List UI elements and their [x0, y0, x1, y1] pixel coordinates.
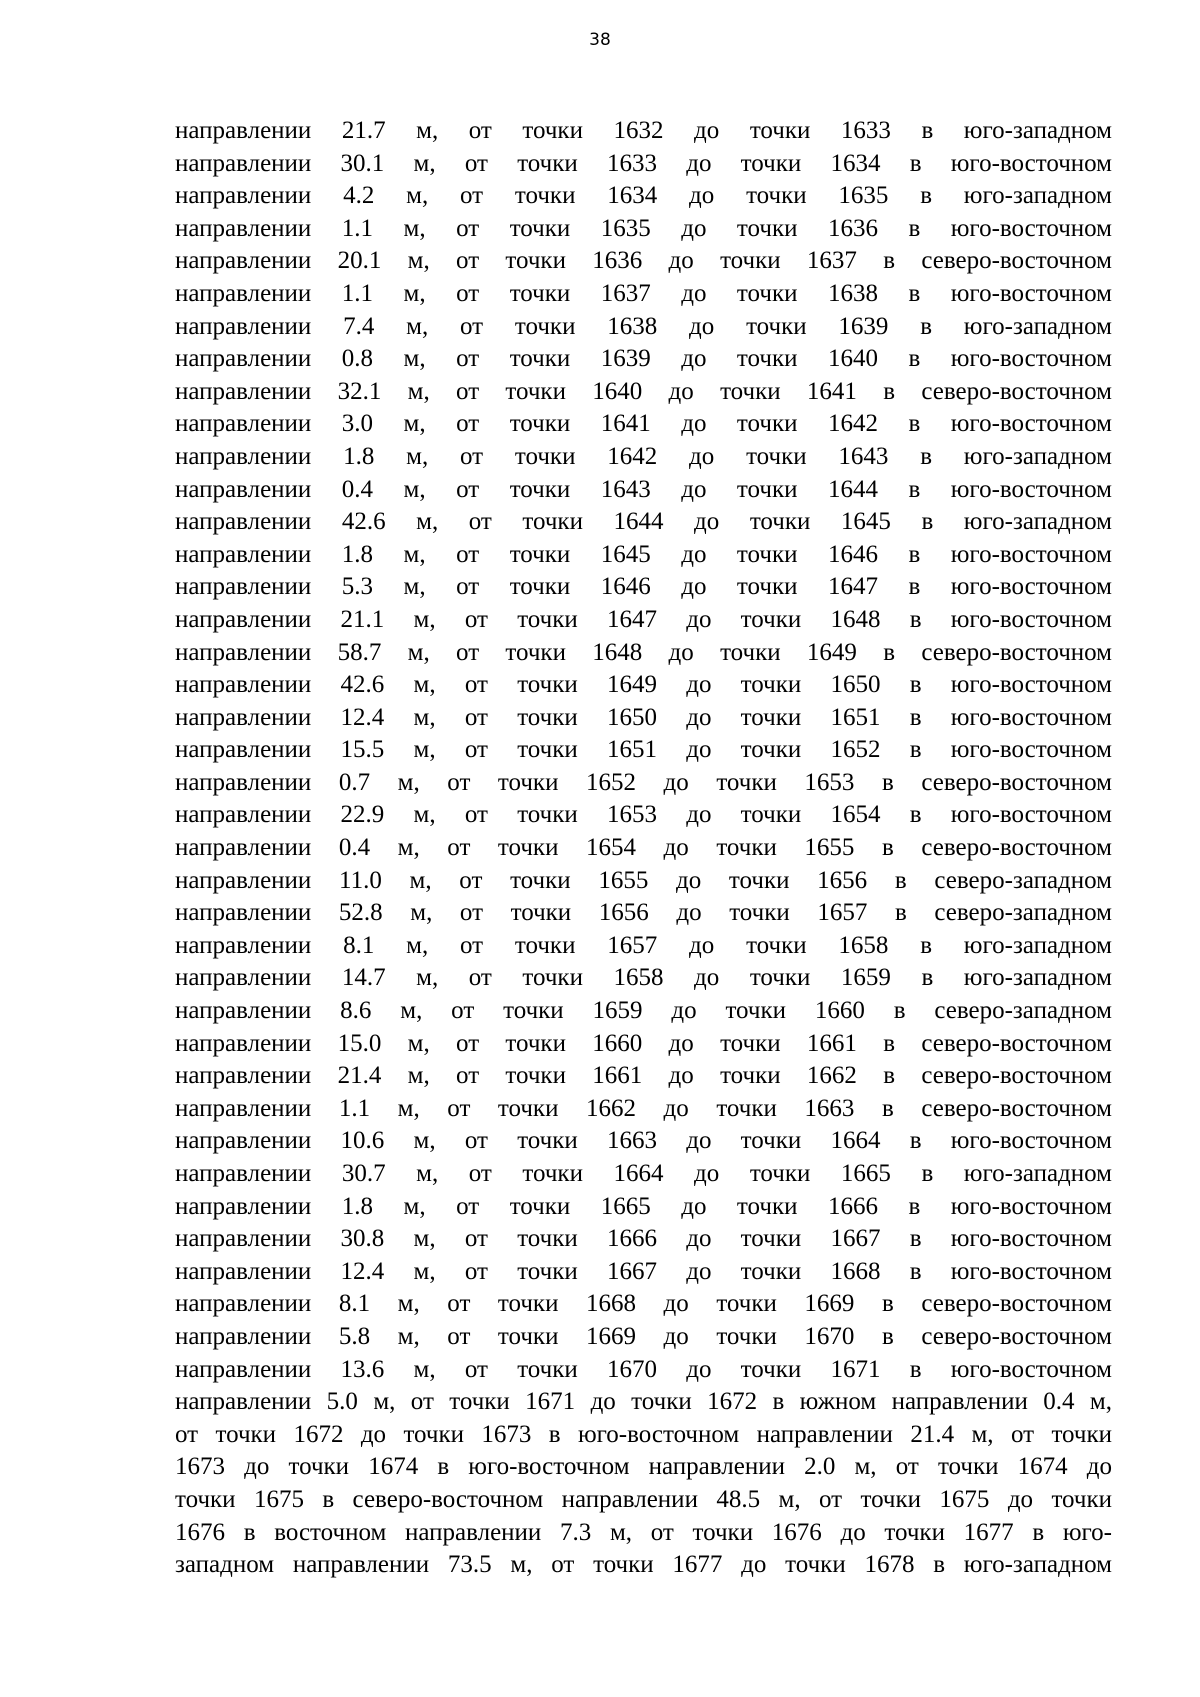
text-line: направлении 32.1 м, от точки 1640 до точки 1641 в северо-восточном	[175, 377, 1112, 405]
text-line: направлении 30.7 м, от точки 1664 до точки 1665 в юго-западном	[175, 1160, 1112, 1187]
text-line: направлении 30.1 м, от точки 1633 до точки 1634 в юго-восточном	[175, 149, 1112, 177]
text-line: направлении 8.1 м, от точки 1668 до точки 1669 в северо-восточном	[175, 1290, 1112, 1318]
text-line: направлении 0.4 м, от точки 1643 до точки 1644 в юго-восточном	[175, 475, 1112, 503]
text-line: западном направлении 73.5 м, от точки 1677 до точки 1678 в юго-западном	[175, 1551, 1112, 1579]
text-line: направлении 7.4 м, от точки 1638 до точки 1639 в юго-западном	[175, 312, 1112, 340]
text-line: направлении 42.6 м, от точки 1644 до точки 1645 в юго-западном	[175, 508, 1112, 536]
text-line: направлении 5.0 м, от точки 1671 до точки 1672 в южном направлении 0.4 м,	[175, 1388, 1112, 1416]
text-line: направлении 3.0 м, от точки 1641 до точки 1642 в юго-восточном	[175, 410, 1112, 438]
body-text	[175, 115, 1112, 1582]
text-line: направлении 12.4 м, от точки 1650 до точки 1651 в юго-восточном	[175, 703, 1112, 731]
text-line: направлении 10.6 м, от точки 1663 до точки 1664 в юго-восточном	[175, 1127, 1112, 1155]
text-line: направлении 5.3 м, от точки 1646 до точки 1647 в юго-восточном	[175, 573, 1112, 601]
text-line: направлении 5.8 м, от точки 1669 до точки 1670 в северо-восточном	[175, 1322, 1112, 1350]
text-line: направлении 22.9 м, от точки 1653 до точки 1654 в юго-восточном	[175, 801, 1112, 829]
text-line: направлении 21.1 м, от точки 1647 до точки 1648 в юго-восточном	[175, 605, 1112, 633]
text-line: 1673 до точки 1674 в юго-восточном направлении 2.0 м, от точки 1674 до	[175, 1453, 1112, 1481]
text-line: направлении 1.1 м, от точки 1635 до точки 1636 в юго-восточном	[175, 214, 1112, 242]
text-line: направлении 8.6 м, от точки 1659 до точки 1660 в северо-западном	[175, 997, 1112, 1025]
text-line: направлении 14.7 м, от точки 1658 до точки 1659 в юго-западном	[175, 964, 1112, 992]
text-line: направлении 12.4 м, от точки 1667 до точки 1668 в юго-восточном	[175, 1257, 1112, 1285]
text-line: направлении 0.7 м, от точки 1652 до точки 1653 в северо-восточном	[175, 768, 1112, 796]
text-line: направлении 8.1 м, от точки 1657 до точки 1658 в юго-западном	[175, 931, 1112, 959]
text-line: направлении 42.6 м, от точки 1649 до точки 1650 в юго-восточном	[175, 671, 1112, 699]
text-line: направлении 13.6 м, от точки 1670 до точки 1671 в юго-восточном	[175, 1355, 1112, 1383]
text-line: направлении 11.0 м, от точки 1655 до точки 1656 в северо-западном	[175, 866, 1112, 894]
text-line: направлении 1.1 м, от точки 1662 до точки 1663 в северо-восточном	[175, 1094, 1112, 1122]
text-line: направлении 1.8 м, от точки 1665 до точки 1666 в юго-восточном	[175, 1192, 1112, 1220]
text-line: направлении 15.0 м, от точки 1660 до точки 1661 в северо-восточном	[175, 1029, 1112, 1057]
text-line: направлении 1.8 м, от точки 1642 до точки 1643 в юго-западном	[175, 442, 1112, 470]
text-line: направлении 0.4 м, от точки 1654 до точки 1655 в северо-восточном	[175, 834, 1112, 862]
text-line: направлении 52.8 м, от точки 1656 до точки 1657 в северо-западном	[175, 899, 1112, 927]
text-line: направлении 21.4 м, от точки 1661 до точки 1662 в северо-восточном	[175, 1062, 1112, 1090]
text-line: направлении 1.8 м, от точки 1645 до точки 1646 в юго-восточном	[175, 540, 1112, 568]
text-line: направлении 30.8 м, от точки 1666 до точки 1667 в юго-восточном	[175, 1225, 1112, 1253]
page-number: 38	[589, 30, 611, 50]
text-line: направлении 1.1 м, от точки 1637 до точки 1638 в юго-восточном	[175, 279, 1112, 307]
text-line: 1676 в восточном направлении 7.3 м, от точки 1676 до точки 1677 в юго-	[175, 1518, 1112, 1546]
text-line: направлении 20.1 м, от точки 1636 до точки 1637 в северо-восточном	[175, 247, 1112, 275]
text-line: направлении 15.5 м, от точки 1651 до точки 1652 в юго-восточном	[175, 736, 1112, 764]
text-line: от точки 1672 до точки 1673 в юго-восточном направлении 21.4 м, от точки	[175, 1420, 1112, 1448]
text-line: направлении 0.8 м, от точки 1639 до точки 1640 в юго-восточном	[175, 345, 1112, 373]
text-line: точки 1675 в северо-восточном направлении 48.5 м, от точки 1675 до точки	[175, 1485, 1112, 1513]
text-line: направлении 21.7 м, от точки 1632 до точки 1633 в юго-западном	[175, 117, 1112, 144]
text-line: направлении 4.2 м, от точки 1634 до точки 1635 в юго-западном	[175, 182, 1112, 210]
text-line: направлении 58.7 м, от точки 1648 до точки 1649 в северо-восточном	[175, 638, 1112, 666]
